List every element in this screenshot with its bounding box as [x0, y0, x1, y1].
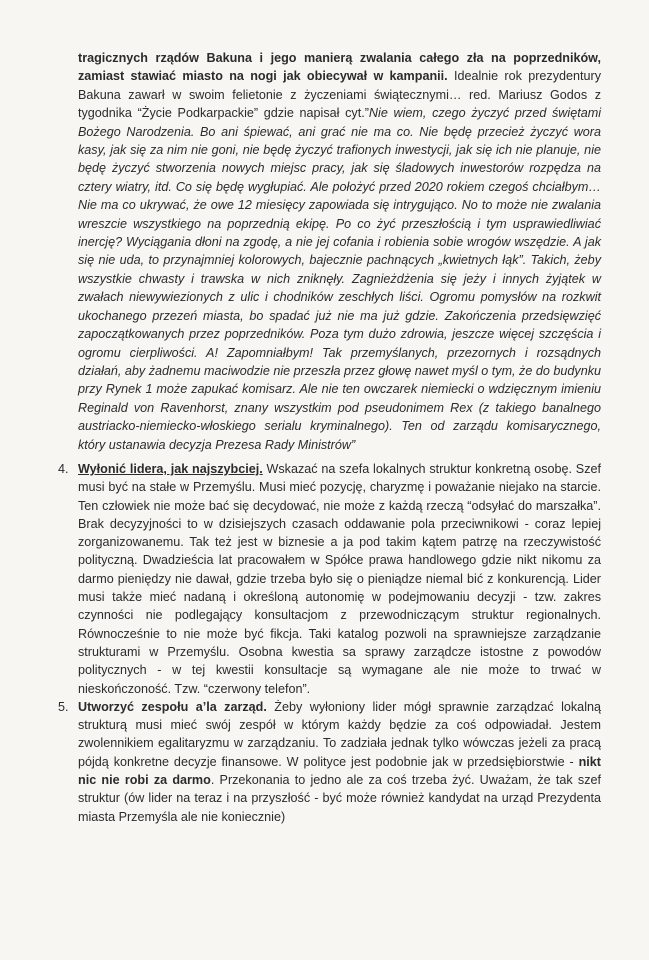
point-body: Wskazać na szefa lokalnych struktur konkretną osobę. Szef musi być na stałe w Przemyślu. Musi mieć pozycję, charyzmę i poważanie niejako na starcie. Ten człowiek nie może bać się decydować, nie może z każdą rzeczą “odsyłać do marszałka”. Brak decyzyjności to w dzisiejszych czasach oddawanie pola przeciwnikowi - coraz lepiej zorganizowanemu. Tak też jest w biznesie a ja pod takim kątem patrzę na rzeczywistość polityczną. Dwadzieścia lat pracowałem w Spółce prawa handlowego gdzie nikt nikomu za darmo pieniędzy nie dawał, gdzie trzeba było się o pieniądze niemal bić z konkurencją. Lider musi także mieć nadaną i określoną autonomię w podejmowaniu decyzji - tzw. zakres czynności nie podlegający konsultacjom z przewodniczącym struktur regionalnych. Równocześnie to nie może być fikcja. Taki katalog pozwoli na sprawniejsze zarządzanie strukturami w Przemyślu. Osobna kwestia sa sprawy zarządcze istostne z powodów politycznych - w tej kwestii konsultacje są wymagane ale nie może to trwać w nieskończoność. Tzw. “czerwony telefon”. — [78, 461, 601, 696]
quoted-column-text: Nie wiem, czego życzyć przed świętami Bożego Narodzenia. Bo ani śpiewać, ani grać nie ma co. Nie będę przecież życzyć wora kasy, jak się za nim nie goni, nie będę życzyć trafionych inwestycji, jak się ich nie planuje, nie będę życzyć stworzenia nowych miejsc pracy, jak się śladowych inwestorów rozpędza na cztery wiatry, itd. Co się będę wygłupiać. Ale położyć przed 2020 rokiem czegoś chciałbym… Nie ma co ukrywać, że owe 12 miesięcy zapowiada się intrygująco. No to może nie zwalania wreszcie wszystkiego na poprzednią ekipę. Po co żyć przeszłością i tym usprawiedliwiać inercję? Wyciągania dłoni na zgodę, a nie jej cofania i robienia sobie wrogów wszędzie. A jak się nie uda, to przynajmniej kolorowych, bajecznie pachnących „kwietnych łąk”. Takich, żeby wszystkie chwasty i trawska w nich zniknęły. Zagnieżdżenia się jeży i innych żyjątek w zwałach niewywiezionych z ulic i chodników zeschłych liści. Ogromu pomysłów na rozkwit ukochanego przezeń miasta, bo spadać już nie ma już gdzie. Zakończenia przedsięwzięć zapoczątkowanych przez poprzedników. Poza tym dużo zdrowia, jeszcze więcej szczęścia i ogromu cierpliwości. A! Zapomniałbym! Tak przemyślanych, przezornych i rozsądnych działań, aby żadnemu maciwodzie nie przeszła przez głowę nawet myśl o tym, że do budynku przy Rynek 1 może zapukać komisarz. Ale nie ten owczarek niemiecki o wdzięcznym imieniu Reginald von Ravenhorst, znany wszystkim pod pseudonimem Rex (z takiego banalnego austriacko-niemiecko-włoskiego serialu kryminalnego). Ten od zarządu komisarycznego, który ustanawia decyzja Prezesa Rady Ministrów — [78, 106, 601, 452]
quote-close: ” — [350, 437, 356, 452]
point-item — [58, 460, 601, 698]
point-body: Żeby wyłoniony lider mógł sprawnie zarządzać lokalną strukturą musi mieć swój zespół w którym każdy będzie za coś odpowiadał. Jestem zwolennikiem egalitaryzmu w zarządzaniu. To zadziała jednak tylko wówczas jeżeli za pracą pójdą konkretne decyzje finansowe. W polityce jest podobnie jak w przedsiębiorstwie - — [78, 699, 601, 769]
point-heading: Utworzyć zespołu a’la zarząd. — [78, 699, 267, 714]
point-emphasis: nikt nic nie robi za darmo — [78, 754, 601, 787]
intro-paragraph — [78, 49, 601, 454]
point-item — [58, 698, 601, 826]
point-number: 4. — [58, 461, 69, 476]
point-body-continued: . Przekonania to jedno ale za coś trzeba żyć. Uważam, że tak szef struktur (ów lider na teraz i na przyszłość - być może również kandydat na urząd Prezydenta miasta Przemyśla ale nie koniecznie) — [78, 772, 601, 824]
point-heading: Wyłonić lidera, jak najszybciej. — [78, 461, 263, 476]
intro-plain-text: Idealnie rok prezydentury Bakuna zawarł w swoim felietonie z życzeniami świątecznymi… red. Mariusz Godos z tygodnika “Życie Podkarpackie” gdzie napisał cyt.” — [78, 69, 601, 121]
numbered-points — [58, 460, 601, 826]
point-number: 5. — [58, 699, 69, 714]
intro-bold-text: tragicznych rządów Bakuna i jego manierą zwalania całego zła na poprzedników, zamiast stawiać miasto na nogi jak obiecywał w kampanii. — [78, 51, 601, 84]
